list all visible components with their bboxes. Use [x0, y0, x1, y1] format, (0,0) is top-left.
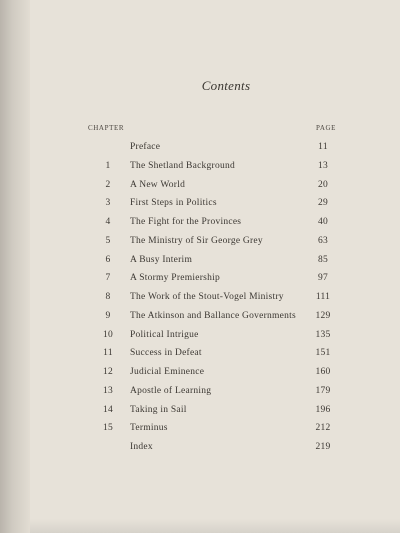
page-number: 29 — [318, 198, 328, 209]
page-number: 13 — [318, 160, 328, 171]
page-number: 135 — [315, 329, 331, 340]
page-number: 151 — [315, 348, 331, 359]
toc-entry — [0, 403, 400, 422]
toc-entry — [0, 309, 400, 328]
table-of-contents — [0, 140, 400, 459]
page-number: 97 — [318, 273, 328, 284]
chapter-number: 8 — [105, 292, 111, 302]
toc-entry — [0, 421, 400, 440]
chapter-number: 13 — [103, 385, 113, 396]
chapter-title: Preface — [130, 142, 161, 152]
contents-title: Contents — [201, 78, 251, 93]
chapter-number: 10 — [103, 329, 113, 340]
page-number: 196 — [315, 404, 331, 415]
chapter-number: 14 — [103, 404, 113, 415]
toc-entry — [0, 159, 400, 178]
chapter-title: The Shetland Background — [130, 160, 235, 171]
toc-entry — [0, 365, 400, 384]
chapter-title: Political Intrigue — [130, 329, 199, 340]
chapter-number: 9 — [105, 310, 111, 321]
chapter-title: The Atkinson and Ballance Governments — [130, 310, 296, 321]
chapter-title: A New World — [130, 179, 186, 190]
chapter-title: The Ministry of Sir George Grey — [130, 235, 263, 246]
chapter-number: 5 — [105, 235, 111, 246]
toc-entry — [0, 215, 400, 234]
chapter-column-header: CHAPTER — [88, 124, 125, 132]
chapter-title: The Work of the Stout-Vogel Ministry — [130, 292, 284, 302]
chapter-title: Apostle of Learning — [130, 385, 212, 396]
chapter-number: 11 — [103, 348, 113, 359]
toc-entry — [0, 234, 400, 253]
chapter-title: Success in Defeat — [130, 348, 202, 359]
toc-entry — [0, 253, 400, 272]
page-number: 129 — [315, 310, 331, 321]
chapter-title: Judicial Eminence — [130, 367, 205, 377]
chapter-number: 7 — [105, 273, 111, 284]
toc-entry — [0, 440, 400, 459]
page-bottom-edge — [30, 519, 400, 533]
chapter-number: 4 — [105, 217, 111, 227]
chapter-number: 2 — [105, 179, 111, 190]
page-number: 179 — [315, 385, 331, 396]
page-number: 20 — [318, 179, 328, 190]
chapter-number: 1 — [105, 160, 111, 171]
toc-entry — [0, 384, 400, 403]
chapter-number: 15 — [103, 423, 113, 434]
toc-entry — [0, 140, 400, 159]
chapter-title: Terminus — [130, 423, 168, 434]
toc-entry — [0, 196, 400, 215]
page-number: 85 — [318, 254, 328, 265]
toc-entry — [0, 290, 400, 309]
page-number: 212 — [315, 423, 331, 434]
page-number: 219 — [315, 442, 331, 452]
chapter-title: Index — [130, 442, 153, 452]
page-number: 160 — [315, 367, 331, 377]
toc-entry — [0, 178, 400, 197]
page-number: 40 — [318, 217, 328, 227]
chapter-title: A Busy Interim — [130, 254, 193, 265]
page-number: 63 — [318, 235, 328, 246]
page-number: 11 — [318, 142, 328, 152]
page-column-header: PAGE — [316, 124, 337, 132]
page-number: 111 — [315, 292, 331, 302]
chapter-number: 12 — [103, 367, 113, 377]
chapter-number: 3 — [105, 198, 111, 209]
chapter-title: Taking in Sail — [130, 404, 187, 415]
toc-entry — [0, 328, 400, 347]
chapter-title: The Fight for the Provinces — [130, 217, 242, 227]
chapter-title: A Stormy Premiership — [130, 273, 220, 284]
chapter-number: 6 — [105, 254, 111, 265]
toc-entry — [0, 271, 400, 290]
chapter-title: First Steps in Politics — [130, 198, 217, 209]
toc-entry — [0, 346, 400, 365]
